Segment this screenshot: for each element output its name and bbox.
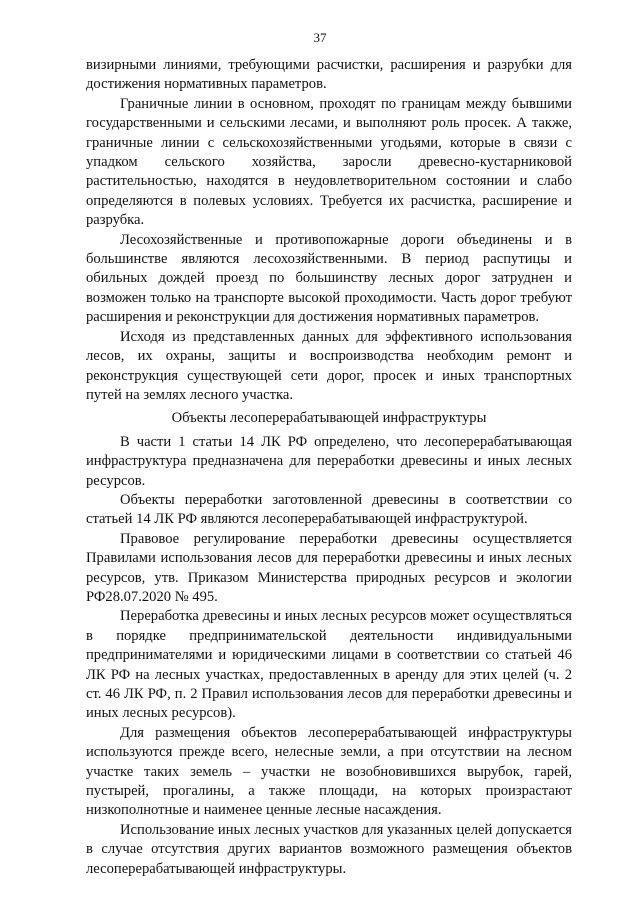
paragraph-legal-regulation: Правовое регулирование переработки древесины осуществляется Правилами использования лесов для переработки древесины и иных лесных ресурсов, утв. Приказом Министерства природных ресурсов и экологии РФ28.07.2020 № 495. <box>86 530 572 605</box>
paragraph-processing-entrepreneurs: Переработка древесины и иных лесных ресурсов может осуществляться в порядке предпринимательской деятельности индивидуальными предпринимателями и юридическими лицами в соответствии со статьей 46 ЛК РФ на лесных участках, предоставленных в аренду для этих целей (ч. 2 ст. 46 ЛК РФ, п. 2 Правил использования лесов для переработки древесины и иных лесных ресурсов). <box>86 608 572 722</box>
paragraph-road-repair: Исходя из представленных данных для эффективного использования лесов, их охраны, защиты и воспроизводства необходим ремонт и реконструкция существующей сети дорог, просек и иных транспортных путей на землях лесного участка. <box>86 328 572 403</box>
paragraph-article-14: В части 1 статьи 14 ЛК РФ определено, что лесоперерабатывающая инфраструктура предназначена для переработки древесины и иных лесных ресурсов. <box>86 433 572 489</box>
document-body <box>86 56 572 879</box>
paragraph-visir-lines: визирными линиями, требующими расчистки, расширения и разрубки для достижения нормативных параметров. <box>86 57 572 93</box>
paragraph-boundary-lines: Граничные линии в основном, проходят по границам между бывшими государственными и сельскими лесами, и выполняют роль просек. А также, граничные линии с сельскохозяйственными угодьями, которые в связи с упадком сельского хозяйства, заросли древесно-кустарниковой растительностью, находятся в неудовлетворительном состоянии и слабо определяются в полевых условиях. Требуется их расчистка, расширение и разрубка. <box>86 95 572 229</box>
paragraph-forest-roads: Лесохозяйственные и противопожарные дороги объединены и в большинстве являются лесохозяйственными. В период распутицы и обильных дождей проезд по большинству лесных дорог затруднен и возможен только на транспорте высокой проходимости. Часть дорог требуют расширения и реконструкции для достижения нормативных параметров. <box>86 231 572 326</box>
paragraph-processing-objects: Объекты переработки заготовленной древесины в соответствии со статьей 14 ЛК РФ являются лесоперерабатывающей инфраструктурой. <box>86 491 572 528</box>
paragraph-placement: Для размещения объектов лесоперерабатывающей инфраструктуры используются прежде всего, нелесные земли, а при отсутствии на лесном участке таких земель – участки не возобновившихся вырубок, гарей, пустырей, прогалины, а также площади, на которых произрастают низкополнотные и наименее ценные лесные насаждения. <box>86 724 572 819</box>
paragraph-other-plots: Использование иных лесных участков для указанных целей допускается в случае отсутствия других вариантов возможного размещения объектов лесоперерабатывающей инфраструктуры. <box>86 821 572 877</box>
page-number: 37 <box>313 30 327 45</box>
section-heading: Объекты лесоперерабатывающей инфраструктуры <box>171 410 487 427</box>
